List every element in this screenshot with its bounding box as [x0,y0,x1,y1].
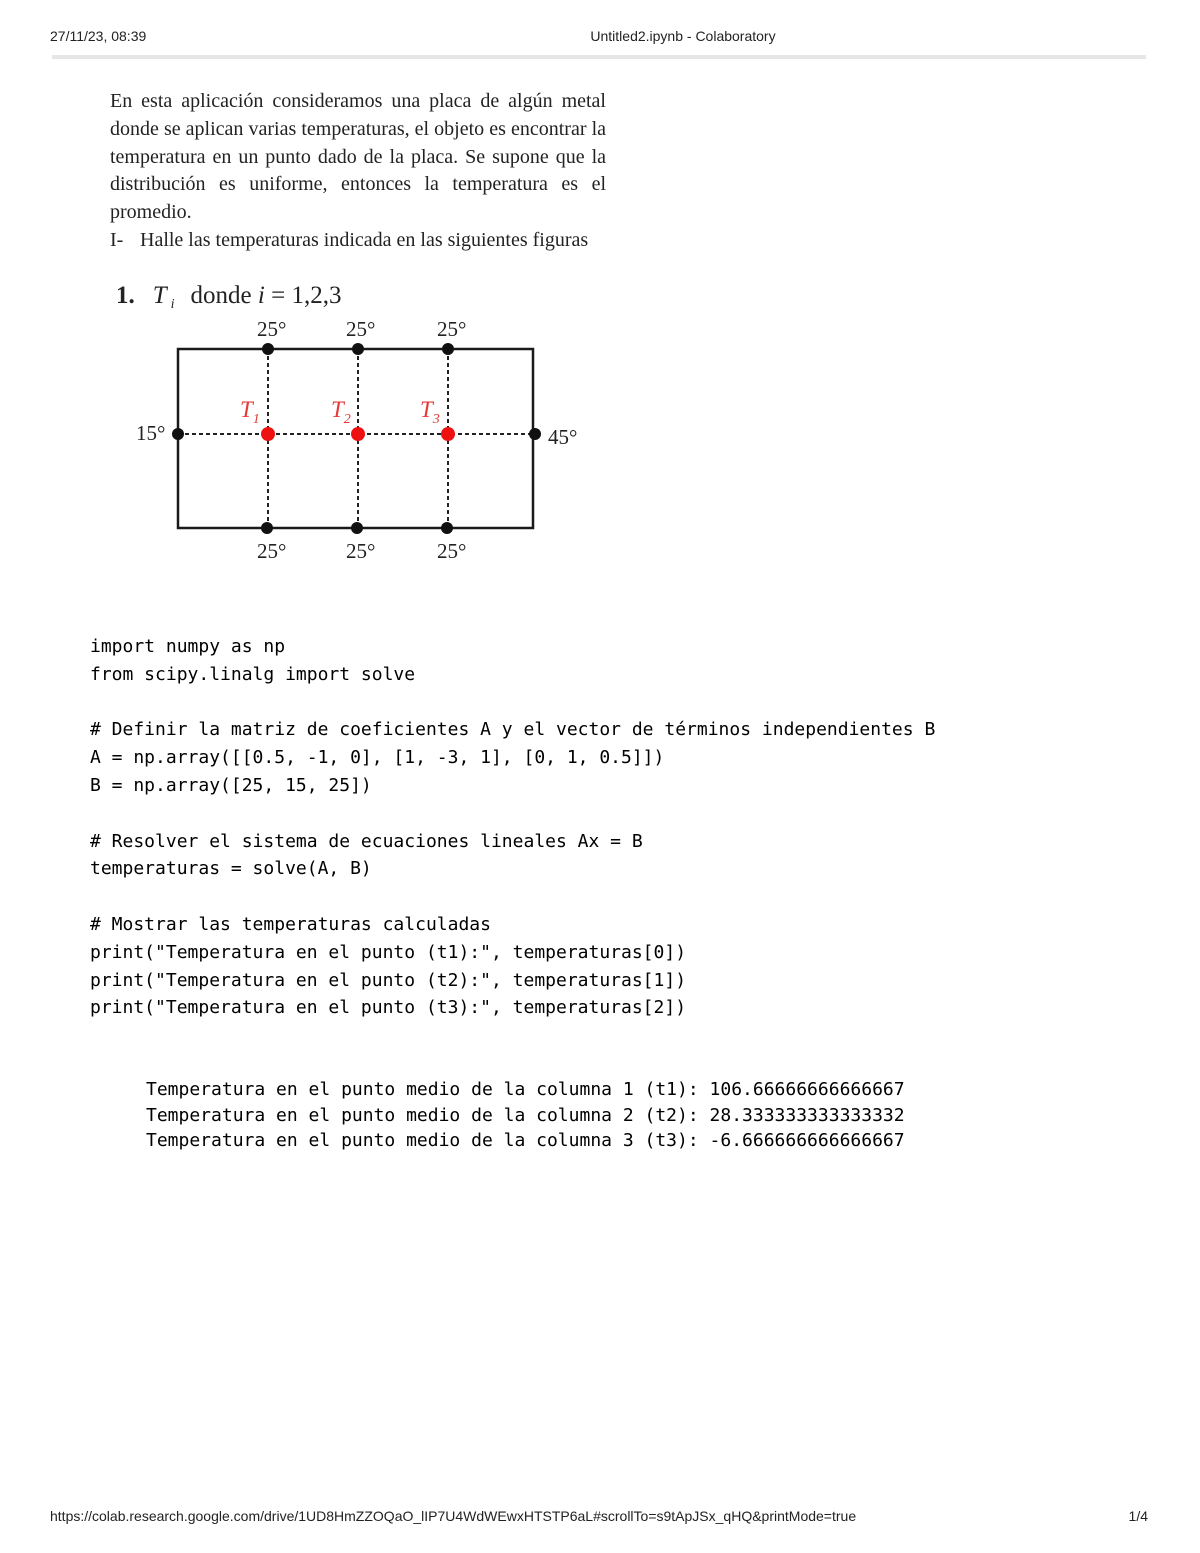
intro-paragraph: En esta aplicación consideramos una placa de algún metal donde se aplican varias temperaturas, el objeto es encontrar la temperatura en un punto dado de la placa. Se supone que la distribución es uniforme, entonces la temperatura es el promedio. [110,90,606,224]
sub-exercise-symbol: T [152,282,167,309]
point-t2 [351,427,365,441]
code-line: print("Temperatura en el punto (t1):", temperaturas[0]) [90,941,687,963]
sub-exercise-number: 1. [116,282,135,309]
point-label-t1: $T_1$ [240,397,260,427]
code-line: from scipy.linalg import solve [90,663,416,685]
bottom-label-3: 25° [437,539,467,563]
print-header [0,28,1200,48]
exercise-item [110,227,606,255]
code-line: print("Temperatura en el punto (t3):", temperaturas[2]) [90,997,687,1019]
output-line: Temperatura en el punto medio de la columna 1 (t1): 106.66666666666667 [146,1079,905,1100]
code-line: temperaturas = solve(A, B) [90,858,372,880]
exercise-number: I- [110,228,124,251]
bottom-node-1 [261,522,273,534]
sub-exercise-var: i [257,282,265,309]
top-label-1: 25° [257,317,287,341]
code-line: import numpy as np [90,636,286,657]
code-line: # Mostrar las temperaturas calculadas [90,913,491,935]
code-line [90,883,1090,911]
point-t3 [441,427,455,441]
point-t1 [261,427,275,441]
code-line: # Definir la matriz de coeficientes A y el vector de términos independientes B [90,719,936,741]
plate-diagram [130,310,590,570]
bottom-label-1: 25° [257,539,287,563]
sub-exercise-subscript: i [170,297,175,312]
left-node [172,428,184,440]
code-line: print("Temperatura en el punto (t2):", temperaturas[1]) [90,969,687,991]
output-cell [146,1077,1106,1154]
page-number: 1/4 [1128,1508,1148,1524]
left-label: 15° [136,421,166,445]
top-label-2: 25° [346,317,376,341]
top-node-2 [352,343,364,355]
code-line [90,800,1090,828]
point-label-t3: $T_3$ [420,397,440,427]
top-node-3 [442,343,454,355]
code-line: B = np.array([25, 15, 25]) [90,774,372,796]
top-label-3: 25° [437,317,467,341]
code-line: A = np.array([[0.5, -1, 0], [1, -3, 1], [0, 1, 0.5]]) [90,747,665,769]
print-footer [0,1508,1200,1528]
page-url: https://colab.research.google.com/drive/1UD8HmZZOQaO_lIP7U4WdWEwxHTSTP6aL#scrollTo=s9tApJSx_qHQ&printMode=true [50,1508,857,1524]
print-title: Untitled2.ipynb - Colaboratory [590,28,776,44]
right-label: 45° [548,425,578,449]
markdown-cell [110,88,606,255]
top-node-1 [262,343,274,355]
bottom-label-2: 25° [346,539,376,563]
sub-exercise-word: donde [190,282,252,309]
bottom-node-2 [351,522,363,534]
point-label-t2: $T_2$ [331,397,351,427]
exercise-text: Halle las temperaturas indicada en las siguientes figuras [140,228,589,251]
output-line: Temperatura en el punto medio de la columna 3 (t3): -6.666666666666667 [146,1130,905,1152]
right-node [529,428,541,440]
bottom-node-3 [441,522,453,534]
header-divider [52,55,1146,59]
code-cell[interactable] [90,633,1090,1022]
code-line [90,689,1090,717]
print-date: 27/11/23, 08:39 [50,28,147,44]
code-line: # Resolver el sistema de ecuaciones lineales Ax = B [90,830,643,852]
sub-exercise-values: = 1,2,3 [271,282,342,309]
output-line: Temperatura en el punto medio de la columna 2 (t2): 28.333333333333332 [146,1104,905,1126]
